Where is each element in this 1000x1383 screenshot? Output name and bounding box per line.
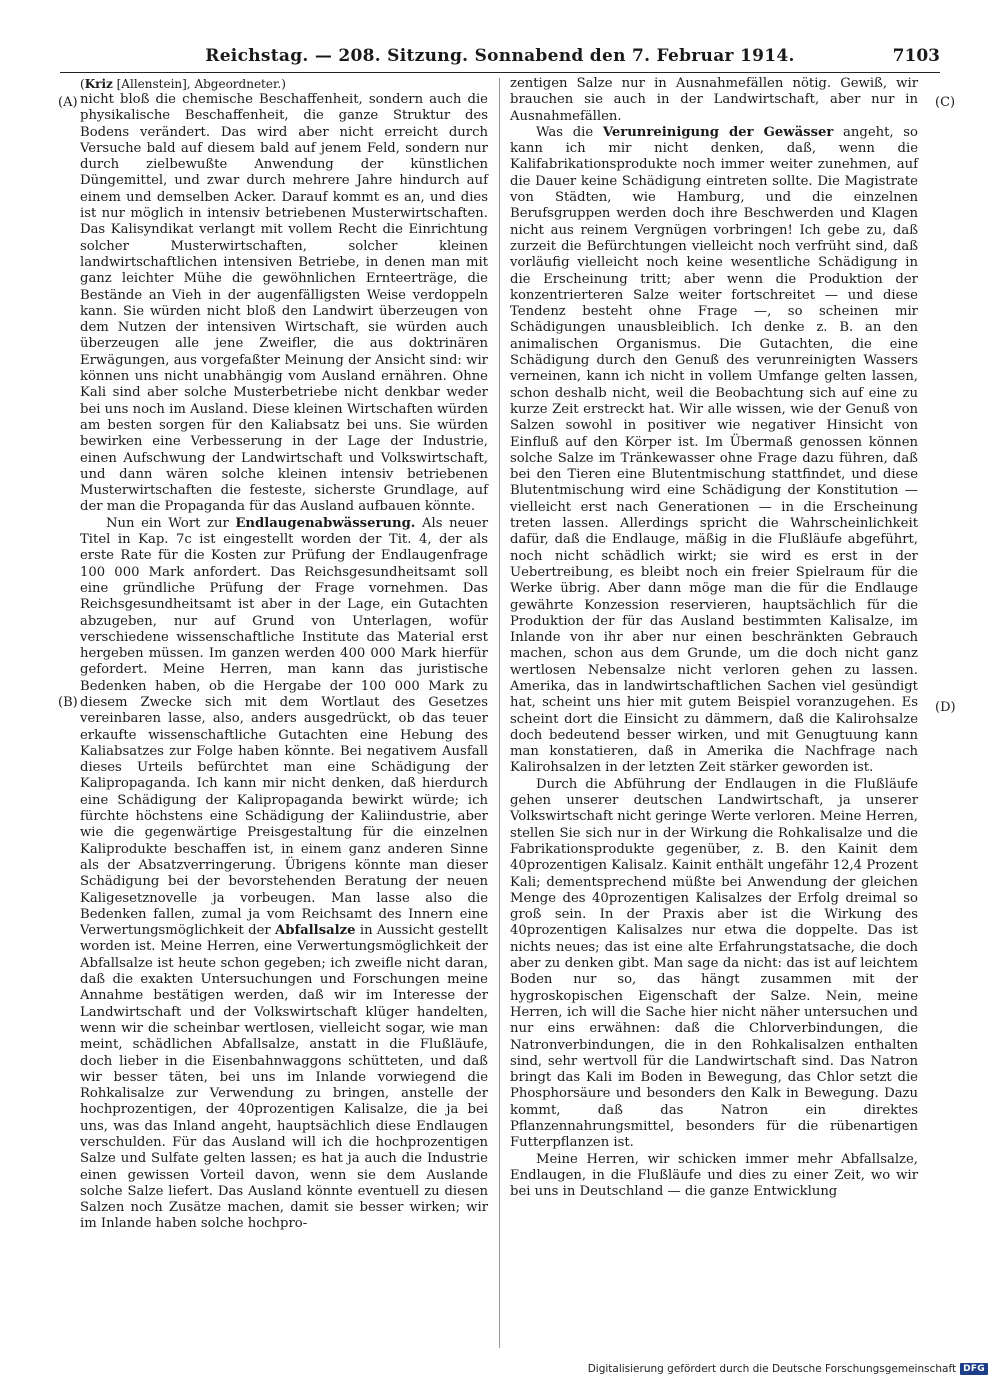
right-paragraph-2 bbox=[510, 125, 918, 777]
page-header bbox=[60, 42, 940, 73]
running-title: Reichstag. — 208. Sitzung. Sonnabend den 7. Februar 1914. bbox=[205, 46, 795, 66]
right-paragraph-1: zentigen Salze nur in Ausnahmefällen nötig. Gewiß, wir brauchen sie auch in der Landwirtschaft, aber nur in Ausnahmefällen. bbox=[510, 76, 918, 124]
left-paragraph-2 bbox=[80, 516, 488, 1233]
speaker-detail: [Allenstein], Abgeordneter.) bbox=[112, 77, 286, 91]
digitization-footer bbox=[588, 1363, 988, 1375]
dfg-logo: DFG bbox=[960, 1363, 988, 1375]
heading-endlaugenabwaesserung: Endlaugenabwässerung. bbox=[235, 515, 416, 531]
column-divider bbox=[499, 78, 500, 1348]
margin-letter-b: (B) bbox=[58, 695, 78, 710]
speaker-paren: ( bbox=[80, 77, 85, 91]
footer-credit: Digitalisierung gefördert durch die Deutsche Forschungsgemeinschaft bbox=[587, 1363, 957, 1375]
right-paragraph-4: Meine Herren, wir schicken immer mehr Abfallsalze, Endlaugen, in die Flußläufe und dies zu einer Zeit, wo wir bei uns in Deutschland — die ganze Entwicklung bbox=[510, 1151, 918, 1200]
page-number: 7103 bbox=[892, 46, 940, 66]
right-p2-body: angeht, so kann ich mir nicht denken, daß, wenn die Kalifabrikationsprodukte noch immer weiter zunehmen, auf die Dauer keine Schädigung eintreten sollte. Die Magistrate von Städten, wie Hamburg, und die einzelnen Berufsgruppen werden doch ihre Beschwerden und Klagen nicht aus reinem Vergnügen vorbringen! Ich gebe zu, daß zurzeit die Befürchtungen vielleicht noch verfrüht sind, daß vorläufig vielleicht noch keine wesentliche Schädigung in die Erscheinung tritt; aber wenn die Produktion der konzentrierteren Salze weiter fortschreitet — und diese Tendenz besteht ohne Frage —, so scheinen mir Schädigungen unausbleiblich. Ich denke z. B. an den animalischen Organismus. Die Gutachten, die eine Schädigung durch den Genuß des verunreinigten Wassers verneinen, kann ich nicht in vollem Umfange gelten lassen, schon deshalb nicht, weil die Beobachtung sich auf eine zu kurze Zeit erstreckt hat. Wir alle wissen, wie der Genuß von Salzen sowohl in positiver wie negativer Hinsicht von Einfluß auf den Körper ist. Im Übermaß genossen können solche Salze im Tränkewasser ohne Frage dazu führen, daß bei den Tieren eine Blutentmischung stattfindet, und diese Blutentmischung wird eine Schädigung der Konstitution — vielleicht erst nach Generationen — in die Erscheinung treten lassen. Allerdings spricht die Wahrscheinlichkeit dafür, daß die Endlauge, mäßig in die Flußläufe abgeführt, noch nicht schädlich wirkt; sie wird es erst in der Uebertreibung, es bleibt noch ein freier Spielraum für die Werke übrig. Aber dann möge man die für die Endlauge gewährte Konzession reservieren, hauptsächlich für die Produktion der für das Ausland bestimmten Kalisalze, im Inlande von ihr aber nur einen beschränkten Gebrauch machen, schon aus dem Grunde, um die doch nicht ganz wertlosen Nebensalze nicht verloren gehen zu lassen. Amerika, das in landwirtschaftlichen Sachen viel gesündigt hat, scheint uns hier mit gutem Beispiel voranzugehen. Es scheint dort die Einsicht zu dämmern, daß die Kalirohsalze doch bedeutend besser wirken, und mit Genugtuung kann man konstatieren, daß in Amerika die Nachfrage nach Kalirohsalzen in der letzten Zeit stärker geworden ist. bbox=[510, 124, 919, 776]
left-p2-intro: Nun ein Wort zur bbox=[106, 515, 236, 531]
margin-letter-c: (C) bbox=[935, 95, 956, 110]
speaker-line bbox=[80, 76, 488, 92]
margin-letter-d: (D) bbox=[935, 700, 956, 715]
left-p2-tail: in Aussicht gestellt worden ist. Meine Herren, eine Verwertungsmöglichkeit der Abfallsalze ist heute schon gegeben; ich zweifle nicht daran, daß die exakten Untersuchungen und Forschungen meine Annahme bestätigen werden, daß wir im Interesse der Landwirtschaft und der Volkswirtschaft klüger handelten, wenn wir die scheinbar wertlosen, vielleicht sogar, wie man meint, schädlichen Abfallsalze, anstatt in die Flußläufe, doch lieber in die Eisenbahnwaggons schütteten, und daß wir besser täten, bei uns im Inlande vorwiegend die Rohkalisalze zur Verwendung zu bringen, anstelle der hochprozentigen, der 40prozentigen Kalisalze, die ja bei uns, was das Inland angeht, hauptsächlich diese Endlaugen verschulden. Für das Ausland will ich die hochprozentigen Salze und Sulfate gelten lassen; es hat ja auch die Industrie einen gewissen Vorteil davon, wenn sie dem Auslande solche Salze liefert. Das Ausland könnte eventuell zu diesen Salzen noch Zusätze machen, damit sie besser wirken; wir im Inlande haben solche hochpro- bbox=[80, 923, 488, 1232]
left-paragraph-1: nicht bloß die chemische Beschaffenheit, sondern auch die physikalische Beschaffenheit, die ganze Struktur des Bodens verändert. Das wird aber nicht erreicht durch Versuche bald auf diesem bald auf jenem Feld, sondern nur durch zielbewußte Anwendung der künstlichen Düngemittel, und zwar durch mehrere Jahre hindurch auf einem und demselben Acker. Darauf kommt es an, und dies ist nur möglich in intensiv betriebenen Musterwirtschaften. Das Kalisyndikat verlangt mit vollem Recht die Einrichtung solcher Musterwirtschaften, solcher kleinen landwirtschaftlichen intensiven Betriebe, in denen man mit ganz leichter Mühe die gewöhnlichen Ernteerträge, die Bestände an Vieh in der augenfälligsten Weise verdoppeln kann. Sie würden nicht bloß den Landwirt überzeugen von dem Nutzen der intensiven Wirtschaft, sie würden auch überzeugen alle jene Zweifler, die aus doktrinären Erwägungen, aus vorgefaßter Meinung der Ansicht sind: wir können uns nicht unabhängig vom Ausland ernähren. Ohne Kali sind aber solche Musterbetriebe nicht denkbar weder bei uns noch im Ausland. Diese kleinen Wirtschaften würden am besten sorgen für den Kaliabsatz bei uns. Sie würden bewirken eine Verbesserung in der Lage der Industrie, einen Aufschwung der Landwirtschaft und Volkswirtschaft, und dann wären solche kleinen intensiv betriebenen Musterwirtschaften die festeste, sicherste Grundlage, auf der man die Propaganda für das Ausland aufbauen könnte. bbox=[80, 92, 488, 515]
right-p2-intro: Was die bbox=[536, 124, 603, 140]
heading-verunreinigung: Verunreinigung der Gewässer bbox=[602, 124, 834, 140]
speaker-name: Kriz bbox=[84, 77, 113, 91]
heading-abfallsalze: Abfallsalze bbox=[275, 923, 356, 939]
margin-letter-a: (A) bbox=[58, 95, 78, 110]
right-paragraph-3: Durch die Abführung der Endlaugen in die Flußläufe gehen unserer deutschen Landwirtschaft, ja unserer Volkswirtschaft nicht geringe Werte verloren. Meine Herren, stellen Sie sich nur in der Wirkung die Rohkalisalze und die Fabrikationsprodukte gegenüber, z. B. den Kainit dem 40prozentigen Kalisalz. Kainit enthält ungefähr 12,4 Prozent Kali; dementsprechend müßte bei Anwendung der gleichen Menge des 40prozentigen Kalisalzes der Erfolg dreimal so groß sein. In der Praxis aber ist die Wirkung des 40prozentigen Kalisalzes nur etwa die doppelte. Das ist nichts neues; das ist eine alte Erfahrungstatsache, die doch aber zu denken gibt. Man sage da nicht: das ist auf leichtem Boden nur so, das hängt zusammen mit der hygroskopischen Eigenschaft der Salze. Nein, meine Herren, ich will die Sache hier nicht näher untersuchen und nur eins erwähnen: daß die Chlorverbindungen, die Natronverbindungen, die in den Rohkalisalzen enthalten sind, sehr wertvoll für die Landwirtschaft sind. Das Natron bringt das Kali im Boden in Bewegung, das Chlor setzt die Phosphorsäure und besonders den Kalk in Bewegung. Dazu kommt, daß das Natron ein direktes Pflanzennahrungsmittel, besonders für die rübenartigen Futterpflanzen ist. bbox=[510, 776, 918, 1151]
right-column bbox=[510, 76, 918, 1200]
left-p2-body: Als neuer Titel in Kap. 7c ist eingestellt worden der Tit. 4, der als erste Rate für die Kosten zur Prüfung der Endlaugenfrage 100 000 Mark anfordert. Das Reichsgesundheitsamt soll eine gründliche Prüfung der Frage vornehmen. Das Reichsgesundheitsamt ist aber in der Lage, ein Gutachten abzugeben, nur auf Grund von Unterlagen, wofür verschiedene wissenschaftliche Institute das Material erst hergeben müssen. Im ganzen werden 400 000 Mark hierfür gefordert. Meine Herren, man kann das juristische Bedenken haben, ob die Hergabe der 100 000 Mark zu diesem Zwecke sich mit dem Wortlaut des Gesetzes vereinbaren lasse, also, anders ausgedrückt, ob das teuer erkaufte wissenschaftliche Gutachten eine Hebung des Kaliabsatzes zur Folge haben könnte. Bei negativem Ausfall dieses Urteils befürchtet man eine Schädigung der Kalipropaganda. Ich kann mir nicht denken, daß hierdurch eine Schädigung der Kalipropaganda bewirkt würde; ich fürchte höchstens eine Schädigung der Kaliindustrie, aber wie die gegenwärtige Preisgestaltung für die einzelnen Kaliprodukte beschaffen ist, in einem ganz anderen Sinne als der Absatzverringerung. Übrigens könnte man dieser Schädigung bei der bevorstehenden Beratung der neuen Kaligesetznovelle ja vorbeugen. Man lasse also die Bedenken fallen, zumal ja vom Reichsamt des Innern eine Verwertungsmöglichkeit der bbox=[80, 515, 488, 939]
left-column bbox=[80, 76, 488, 1233]
